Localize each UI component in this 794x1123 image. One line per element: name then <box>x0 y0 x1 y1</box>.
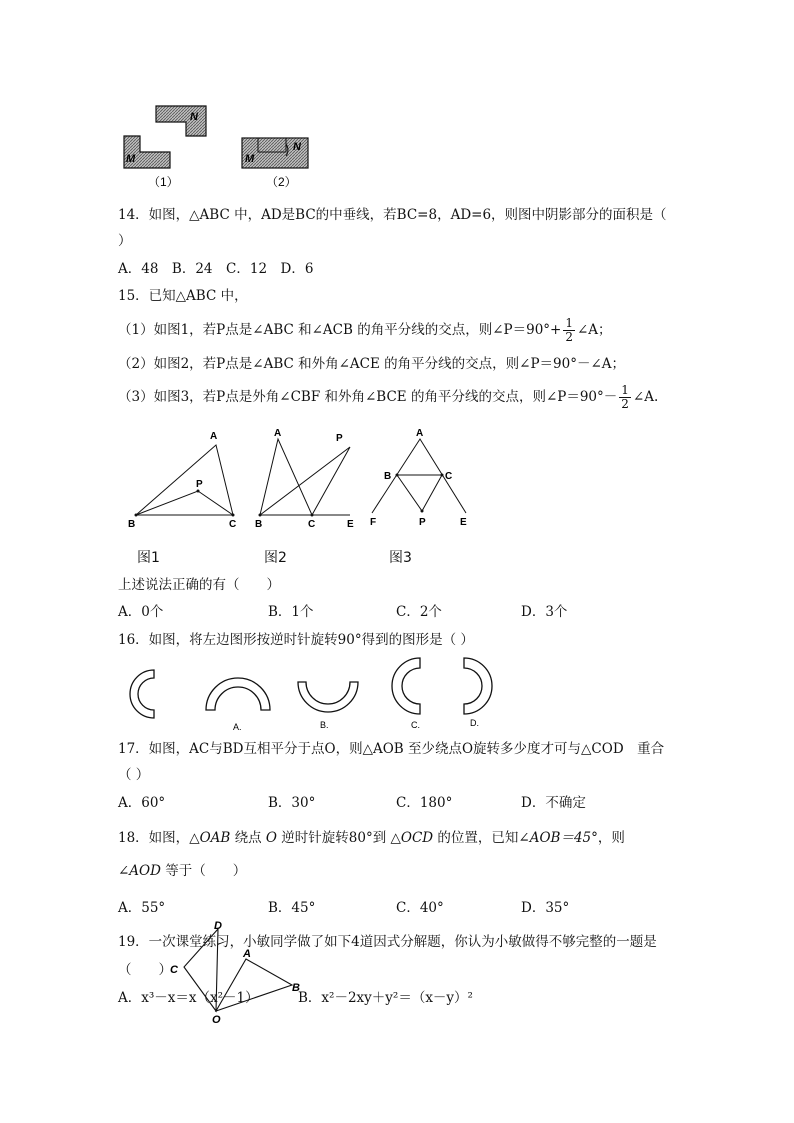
fig2-label-a: A <box>274 428 282 439</box>
q16-shape-c <box>392 658 420 714</box>
fig13-caption-2: （2） <box>266 175 297 189</box>
fig1-caption: 图1 <box>137 550 160 566</box>
q17-line1: 17．如图，AC与BD互相平分于点O，则△AOB 至少绕点O旋转多少度才可与△COD 重合 <box>118 741 665 757</box>
q18-fig-label-d: D <box>214 920 222 932</box>
q15-s3-fraction <box>619 384 631 411</box>
q15-s1-text: （1）如图1，若P点是∠ABC 和∠ACB 的角平分线的交点，则∠P＝90°+ <box>118 322 562 338</box>
fig2-label-c: C <box>308 519 316 530</box>
q18-fig-label-o: O <box>212 1014 221 1025</box>
q18-fig-label-a: A <box>243 948 251 960</box>
q17-line2: （ ） <box>118 767 150 783</box>
q18-angle-aob: ∠AOB＝45° <box>518 830 598 846</box>
fig3-label-f: F <box>370 517 377 528</box>
q16-question: 16．如图，将左边图形按逆时针旋转90°得到的图形是（ ） <box>118 632 474 648</box>
fig3-caption: 图3 <box>389 550 412 566</box>
q18-point-o: O <box>265 830 277 846</box>
q15-s1-tail: ∠A； <box>577 322 612 338</box>
q15-question: 上述说法正确的有（ ） <box>118 577 280 593</box>
q15-choice-a: A．0个 <box>118 604 164 620</box>
fig3-label-p: P <box>419 517 426 528</box>
q17-choice-b: B．30° <box>268 795 316 811</box>
fig1-label-p: P <box>196 479 203 490</box>
q14-line2: ） <box>118 233 132 249</box>
q18-line1 <box>118 829 625 847</box>
q16-label-d: D. <box>470 718 479 728</box>
fig2-caption: 图2 <box>264 550 287 566</box>
q16-figures <box>110 652 510 734</box>
q18-text-5: 等于（ ） <box>160 863 247 879</box>
fig2-label-e: E <box>347 519 354 530</box>
q18-text-2: 逆时针旋转80°到 <box>276 830 391 846</box>
fig1-label-c: C <box>229 519 237 530</box>
q15-s3-text: （3）如图3，若P点是外角∠CBF 和外角∠BCE 的角平分线的交点，则∠P＝90°－ <box>118 389 618 405</box>
q16-shape-a <box>206 678 270 710</box>
fig1-label-b: B <box>128 519 136 530</box>
q15-statement-2: （2）如图2，若P点是∠ABC 和外角∠ACE 的角平分线的交点，则∠P＝90°－∠A； <box>118 356 626 372</box>
q18-fig-label-b: B <box>292 982 300 994</box>
q15-title: 15．已知△ABC 中， <box>118 288 248 304</box>
fig3-label-a: A <box>416 428 424 439</box>
fig1-label-a: A <box>210 431 218 442</box>
fig3-label-c: C <box>445 471 453 482</box>
q18-text-3: 的位置，已知 <box>433 830 519 846</box>
q15-statement-3 <box>118 382 658 412</box>
fig2-label-b: B <box>255 519 263 530</box>
q15-s3-denominator: 2 <box>621 397 629 411</box>
q18-choice-b: B．45° <box>268 900 316 916</box>
q14-choices: A．48 B．24 C．12 D．6 <box>118 261 314 277</box>
q19-choice-a: A．x³－x＝x（x²－1） <box>118 990 259 1006</box>
fig13-label-m2: M <box>245 153 255 165</box>
q18-prefix: 18．如图， <box>118 830 190 846</box>
q15-s3-tail: ∠A. <box>632 389 659 405</box>
q19-choice-b: B．x²－2xy＋y²＝（x－y）² <box>298 990 473 1006</box>
fig3-label-e: E <box>460 517 467 528</box>
q19-line1: 19．一次课堂练习，小敏同学做了如下4道因式分解题，你认为小敏做得不够完整的一题是 <box>118 934 657 950</box>
q18-text-4: ，则 <box>597 830 625 846</box>
q16-label-b: B. <box>320 720 329 730</box>
q15-s1-fraction <box>563 317 575 344</box>
q15-choice-d: D．3个 <box>521 604 568 620</box>
q18-figure <box>164 917 314 1025</box>
fig13-caption-1: （1） <box>148 175 179 189</box>
q15-statement-1 <box>118 315 612 345</box>
q15-choice-c: C．2个 <box>396 604 442 620</box>
q19-line2: （ ） <box>118 962 172 978</box>
q16-shape-d <box>464 658 492 714</box>
q16-original-shape <box>130 670 154 718</box>
q15-figure-1 <box>118 425 258 535</box>
q18-text-1: 绕点 <box>230 830 266 846</box>
q17-choice-a: A．60° <box>118 795 166 811</box>
q18-triangle-ocd: △OCD <box>390 830 434 846</box>
q18-choice-d: D．35° <box>521 900 570 916</box>
q16-label-a: A. <box>233 722 242 732</box>
fig13-n-piece <box>156 106 206 136</box>
q15-s1-numerator: 1 <box>565 316 573 330</box>
q16-label-c: C. <box>411 720 420 730</box>
q18-choice-c: C．40° <box>396 900 444 916</box>
q18-choice-a: A．55° <box>118 900 166 916</box>
q15-figure-2 <box>250 425 370 535</box>
fig13-label-n2: N <box>293 141 301 153</box>
q18-angle-aod: ∠AOD <box>118 863 161 879</box>
q15-figure-3 <box>362 425 477 535</box>
q16-shape-b <box>298 682 358 712</box>
q18-fig-label-c: C <box>170 964 178 976</box>
fig13-label-n: N <box>190 111 198 123</box>
q15-choice-b: B．1个 <box>268 604 314 620</box>
fig13-label-m: M <box>126 153 136 165</box>
q14-line1: 14．如图，△ABC 中，AD是BC的中垂线，若BC=8，AD=6，则图中阴影部分的面积是（ <box>118 207 667 223</box>
q15-s3-numerator: 1 <box>621 383 629 397</box>
fig2-label-p: P <box>336 433 343 444</box>
q18-line2 <box>118 862 246 880</box>
fig3-label-b: B <box>384 471 392 482</box>
q17-choice-d: D．不确定 <box>521 795 586 811</box>
q17-choice-c: C．180° <box>396 795 453 811</box>
q18-triangle-oab: △OAB <box>189 830 231 846</box>
fig13-shapes <box>118 100 318 196</box>
q15-s1-denominator: 2 <box>565 330 573 344</box>
